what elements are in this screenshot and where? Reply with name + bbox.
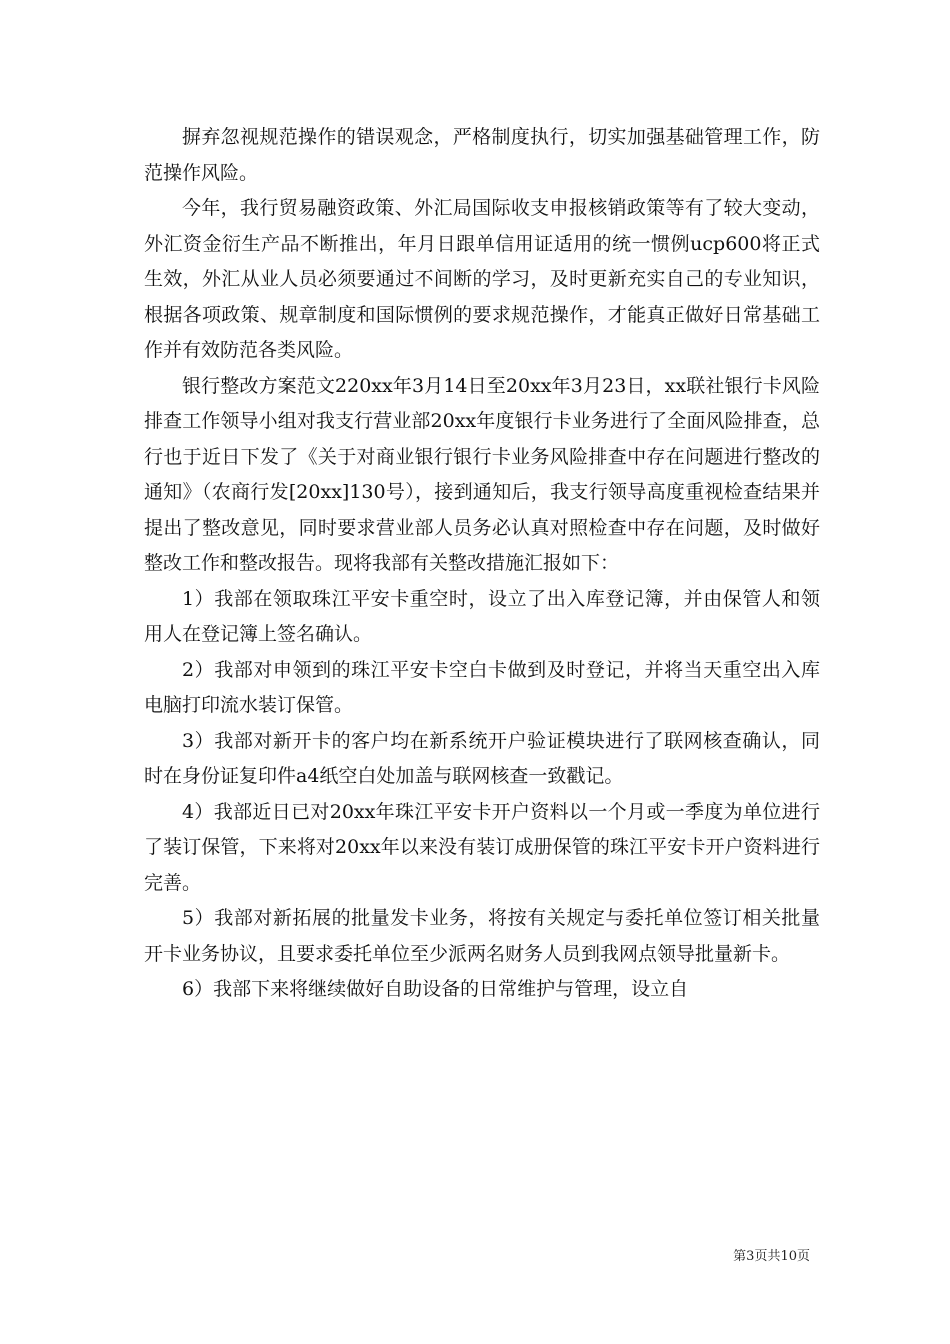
paragraph-item-6: 6）我部下来将继续做好自助设备的日常维护与管理，设立自 <box>182 978 689 1000</box>
paragraph-item-1: 1）我部在领取珠江平安卡重空时，设立了出入库登记簿，并由保管人和领用人在登记簿上签名确认。 <box>144 587 820 645</box>
paragraph-item-3: 3）我部对新开卡的客户均在新系统开户验证模块进行了联网核查确认，同时在身份证复印件a4纸空白处加盖与联网核查一致戳记。 <box>144 729 820 787</box>
document-body <box>144 120 820 1008</box>
paragraph-item-4: 4）我部近日已对20xx年珠江平安卡开户资料以一个月或一季度为单位进行了装订保管，下来将对20xx年以来没有装订成册保管的珠江平安卡开户资料进行完善。 <box>144 800 820 894</box>
paragraph-3: 银行整改方案范文220xx年3月14日至20xx年3月23日，xx联社银行卡风险排查工作领导小组对我支行营业部20xx年度银行卡业务进行了全面风险排查，总行也于近日下发了《关于对商业银行银行卡业务风险排查中存在问题进行整改的通知》（农商行发[20xx]130号），接到通知后，我支行领导高度重视检查结果并提出了整改意见，同时要求营业部人员务必认真对照检查中存在问题，及时做好整改工作和整改报告。现将我部有关整改措施汇报如下： <box>144 374 820 574</box>
paragraph-1: 摒弃忽视规范操作的错误观念，严格制度执行，切实加强基础管理工作，防范操作风险。 <box>144 126 820 184</box>
page-number: 第3页共10页 <box>733 1249 810 1264</box>
paragraph-item-5: 5）我部对新拓展的批量发卡业务，将按有关规定与委托单位签订相关批量开卡业务协议，且要求委托单位至少派两名财务人员到我网点领导批量新卡。 <box>144 907 820 965</box>
paragraph-2: 今年，我行贸易融资政策、外汇局国际收支申报核销政策等有了较大变动，外汇资金衍生产品不断推出，年月日跟单信用证适用的统一惯例ucp600将正式生效，外汇从业人员必须要通过不间断的学习，及时更新充实自己的专业知识，根据各项政策、规章制度和国际惯例的要求规范操作，才能真正做好日常基础工作并有效防范各类风险。 <box>144 197 820 361</box>
paragraph-item-2: 2）我部对申领到的珠江平安卡空白卡做到及时登记，并将当天重空出入库电脑打印流水装订保管。 <box>144 658 820 716</box>
